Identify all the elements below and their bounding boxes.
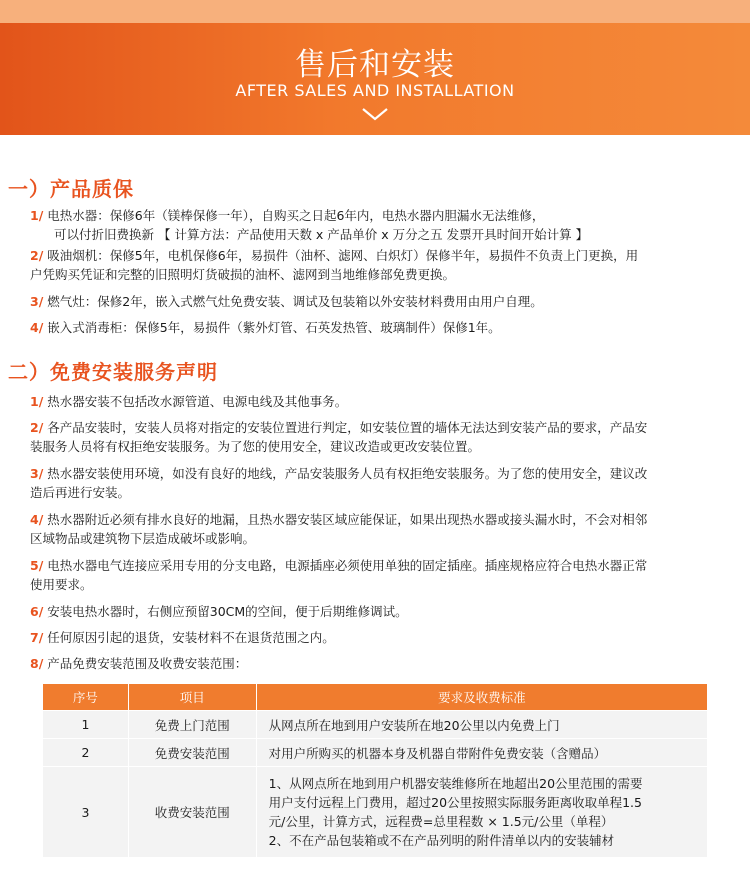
list-item [30,602,742,621]
item-number: 3/ [30,294,44,309]
item-number: 2/ [30,420,44,435]
column-header-no: 序号 [43,684,129,711]
table-row [43,711,708,739]
header-banner [0,23,750,135]
list-item [30,206,742,244]
table-row [43,739,708,767]
banner-subtitle: AFTER SALES AND INSTALLATION [235,81,515,100]
item-text: 电热水器电气连接应采用专用的分支电路，电源插座必须使用单独的固定插座。插座规格应符合电热水器正常 [47,558,648,573]
table-row [43,767,708,858]
item-number: 6/ [30,604,44,619]
cell-item: 免费上门范围 [128,711,256,739]
list-item [30,510,742,548]
banner-title: 售后和安装 [295,47,455,83]
cell-item: 免费安装范围 [128,739,256,767]
item-number: 5/ [30,558,44,573]
section-title-warranty: 一）产品质保 [8,177,134,201]
list-item [30,628,742,647]
cell-no: 2 [43,739,129,767]
list-item [30,464,742,502]
item-text: 任何原因引起的退货，安装材料不在退货范围之内。 [47,630,335,645]
item-text: 热水器附近必须有排水良好的地漏，且热水器安装区域应能保证，如果出现热水器或接头漏水时，不会对相邻 [47,512,648,527]
item-text: 燃气灶：保修2年，嵌入式燃气灶免费安装、调试及包装箱以外安装材料费用由用户自理。 [47,294,543,309]
item-number: 4/ [30,320,44,335]
cell-desc: 从网点所在地到用户安装所在地20公里以内免费上门 [256,711,707,739]
banner-top-strip [0,0,750,23]
cell-no: 1 [43,711,129,739]
item-text: 热水器安装使用环境，如没有良好的地线，产品安装服务人员有权拒绝安装服务。为了您的使用安全，建议改 [47,466,648,481]
column-header-item: 项目 [128,684,256,711]
list-item [30,556,742,594]
desc-line: 元/公里，计算方式，远程费=总里程数 × 1.5元/公里（单程） [268,814,614,829]
item-text: 使用要求。 [30,577,93,592]
item-text: 产品免费安装范围及收费安装范围： [47,656,248,671]
item-text: 电热水器：保修6年（镁棒保修一年），自购买之日起6年内，电热水器内胆漏水无法维修， [47,208,545,223]
item-number: 1/ [30,208,44,223]
item-text: 造后再进行安装。 [30,485,131,500]
cell-desc: 对用户所购买的机器本身及机器自带附件免费安装（含赠品） [256,739,707,767]
list-item [30,318,742,337]
item-text: 户凭购买凭证和完整的旧照明灯货破损的油杯、滤网到当地维修部免费更换。 [30,267,456,282]
list-item [30,292,742,311]
item-text: 安装电热水器时，右侧应预留30CM的空间，便于后期维修调试。 [47,604,408,619]
desc-line: 2、不在产品包装箱或不在产品列明的附件清单以内的安装辅材 [268,833,615,848]
item-text: 装服务人员将有权拒绝安装服务。为了您的使用安全，建议改造或更改安装位置。 [30,439,481,454]
cell-item: 收费安装范围 [128,767,256,858]
cell-no: 3 [43,767,129,858]
cell-desc [256,767,707,858]
item-text: 区域物品或建筑物下层造成破坏或影响。 [30,531,256,546]
item-number: 8/ [30,656,44,671]
item-number: 7/ [30,630,44,645]
desc-line: 用户支付远程上门费用，超过20公里按照实际服务距离收取单程1.5 [268,795,642,810]
item-text: 可以付折旧费换新 【 计算方法：产品使用天数 x 产品单价 x 万分之五 发票开具时间开始计算 】 [54,227,589,242]
desc-line: 1、从网点所在地到用户机器安装维修所在地超出20公里范围的需要 [268,776,643,791]
item-number: 1/ [30,394,44,409]
column-header-desc: 要求及收费标准 [256,684,707,711]
item-text: 各产品安装时，安装人员将对指定的安装位置进行判定，如安装位置的墙体无法达到安装产品的要求，产品安 [47,420,648,435]
table-header-row [43,684,708,711]
list-item [30,246,742,284]
item-text: 热水器安装不包括改水源管道、电源电线及其他事务。 [47,394,348,409]
list-item [30,654,742,673]
section-title-installation: 二）免费安装服务声明 [8,360,218,384]
chevron-down-icon [360,105,390,123]
item-text: 嵌入式消毒柜：保修5年，易损件（紫外灯管、石英发热管、玻璃制件）保修1年。 [47,320,501,335]
list-item [30,392,742,411]
list-item [30,418,742,456]
item-number: 2/ [30,248,44,263]
item-number: 3/ [30,466,44,481]
item-number: 4/ [30,512,44,527]
fee-table [42,683,708,858]
item-text: 吸油烟机：保修5年，电机保修6年，易损件（油杯、滤网、白炽灯）保修半年，易损件不负责上门更换，用 [47,248,639,263]
